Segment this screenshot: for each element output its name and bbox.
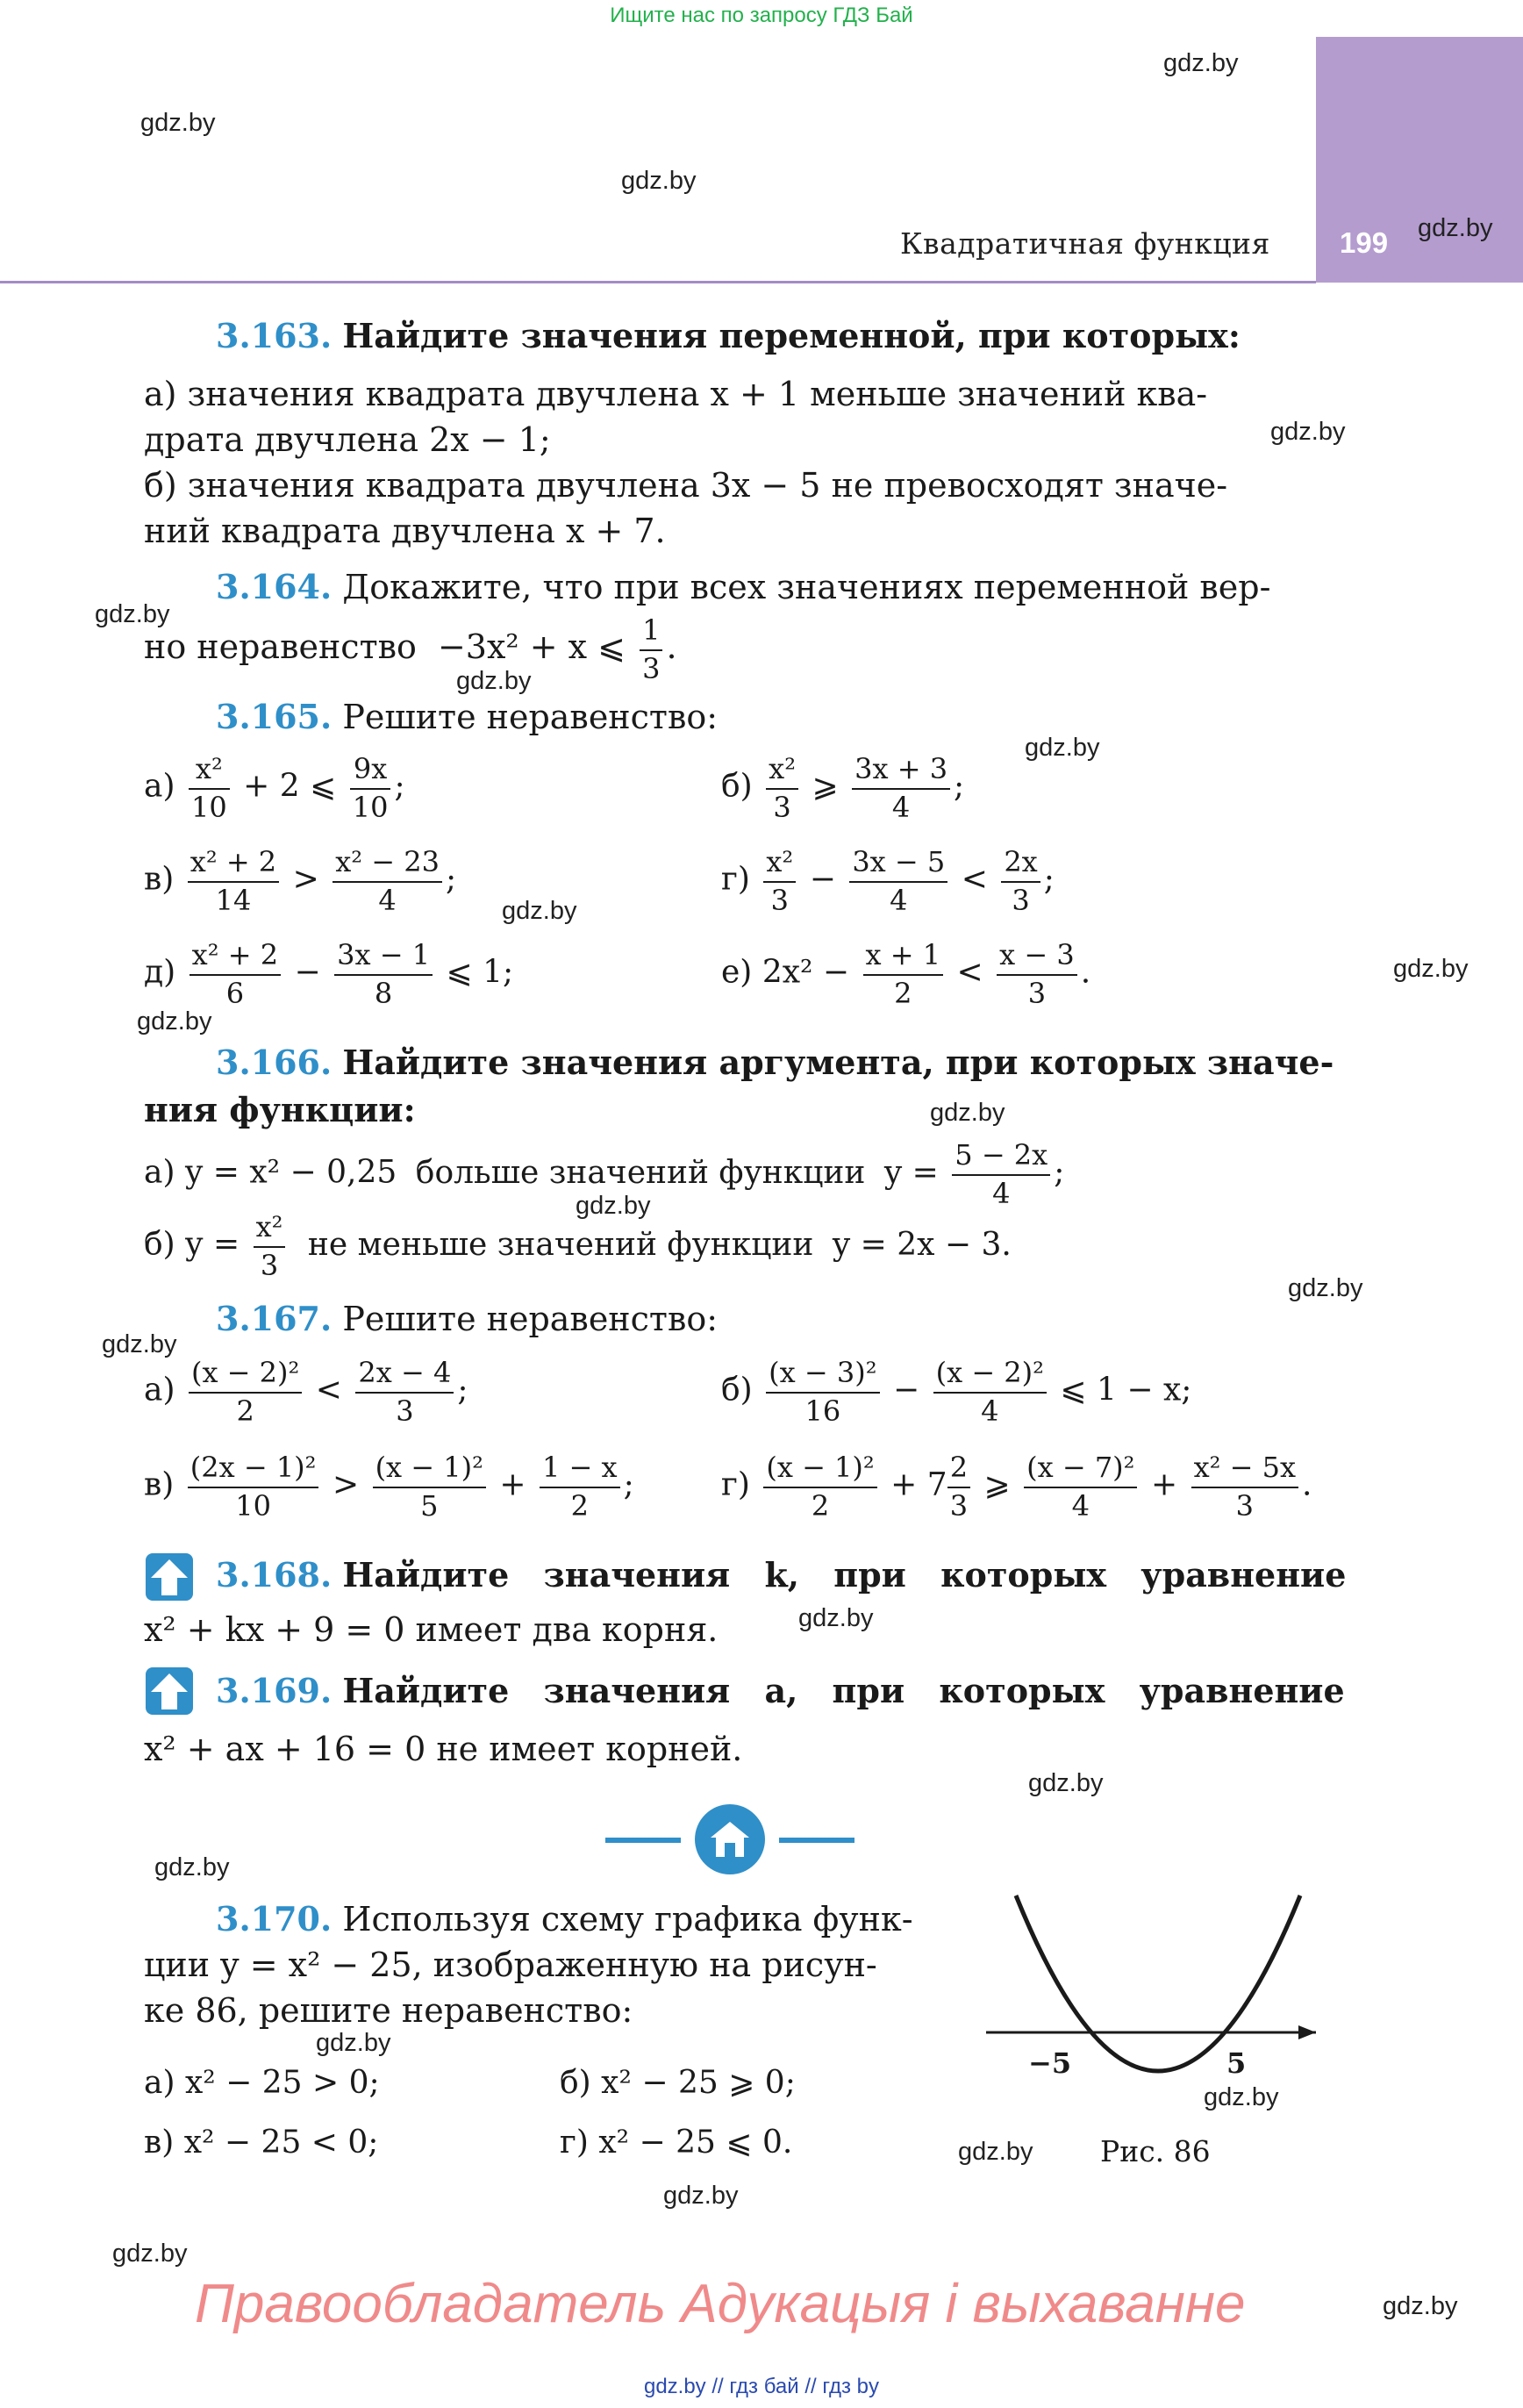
fraction — [334, 937, 433, 1012]
fraction — [852, 751, 950, 826]
parabola-figure — [974, 1887, 1342, 2132]
watermark: gdz.by — [576, 1192, 651, 1220]
problem-3-167-title — [216, 1299, 719, 1338]
problem-3-170-a: а) x² − 25 > 0; — [144, 2065, 380, 2101]
text: а) значения квадрата двучлена — [144, 375, 711, 413]
running-title: Квадратичная функция — [900, 226, 1270, 261]
problem-number: 3.163. — [216, 316, 332, 355]
problem-text: Найдите значения a, при которых уравнение — [342, 1671, 1345, 1710]
watermark: gdz.by — [798, 1604, 874, 1632]
denominator: 3 — [642, 651, 661, 685]
item-label: е) — [721, 954, 753, 991]
problem-number: 3.170. — [216, 1899, 332, 1939]
fraction — [766, 1355, 879, 1430]
operator: > — [292, 861, 319, 898]
watermark: gdz.by — [1163, 49, 1239, 77]
text: . — [666, 627, 677, 667]
fraction — [540, 1450, 620, 1524]
text: ; — [457, 1372, 468, 1408]
fraction — [952, 1137, 1050, 1212]
text: ⩽ 1 − x; — [1060, 1372, 1192, 1408]
item-label: в) — [144, 1466, 175, 1503]
watermark: gdz.by — [1270, 418, 1346, 446]
text: ; — [394, 768, 405, 805]
numerator: x² − 5x — [1191, 1450, 1298, 1488]
text: x + 1 — [710, 375, 800, 413]
numerator: x² + 2 — [188, 844, 279, 883]
fraction — [640, 613, 662, 687]
fraction — [355, 1355, 454, 1430]
operator: < — [956, 954, 983, 991]
footer: gdz.by // гдз бай // гдз by — [643, 2375, 880, 2398]
watermark: gdz.by — [663, 2182, 739, 2210]
fraction — [188, 1450, 319, 1524]
numerator: 2 — [947, 1450, 970, 1488]
problem-text: Найдите значения аргумента, при которых значе- — [342, 1043, 1334, 1082]
problem-text: Найдите значения k, при которых уравнение — [342, 1555, 1347, 1595]
problem-3-165-e — [721, 937, 1090, 1012]
watermark: gdz.by — [1204, 2083, 1279, 2111]
fraction — [766, 751, 798, 826]
fraction — [189, 1355, 302, 1430]
expr: −3x² + x ⩽ — [437, 627, 626, 667]
item-label: г) — [721, 1466, 750, 1503]
problem-3-167-v — [144, 1450, 634, 1524]
problem-3-168-line1 — [216, 1555, 1347, 1595]
problem-3-163-a-line2: драта двучлена 2x − 1; — [144, 420, 551, 459]
house-icon — [695, 1804, 765, 1874]
problem-3-165-b — [721, 751, 964, 826]
denominator: 5 — [420, 1488, 439, 1523]
problem-3-165-a — [144, 751, 405, 826]
denominator: 3 — [1235, 1488, 1254, 1523]
numerator: 3x − 1 — [334, 937, 433, 976]
fraction — [1024, 1450, 1137, 1524]
item-label: а) — [144, 768, 175, 805]
text: ; — [623, 1466, 634, 1503]
denominator: 2 — [894, 976, 912, 1010]
watermark: gdz.by — [958, 2138, 1033, 2166]
fraction — [849, 844, 947, 919]
numerator: (x − 1)² — [763, 1450, 876, 1488]
problem-number: 3.166. — [216, 1043, 332, 1082]
denominator: 3 — [1012, 883, 1030, 917]
watermark: gdz.by — [1288, 1274, 1363, 1302]
problem-3-166-b — [144, 1209, 1012, 1284]
text: ; — [1043, 861, 1055, 898]
problem-3-170-v: в) x² − 25 < 0; — [144, 2125, 379, 2161]
denominator: 4 — [992, 1176, 1011, 1210]
fraction — [189, 937, 281, 1012]
operator: − — [294, 954, 321, 991]
problem-3-170-line3: ке 86, решите неравенство: — [144, 1991, 633, 2030]
fraction — [763, 1450, 876, 1524]
operator: ⩾ — [812, 768, 839, 805]
denominator: 16 — [804, 1394, 841, 1428]
numerator: x + 1 — [863, 937, 944, 976]
denominator: 2 — [236, 1394, 254, 1428]
item-label: б) — [144, 1226, 175, 1263]
operator: + 7 — [890, 1466, 947, 1503]
top-banner: Ищите нас по запросу ГДЗ Бай — [610, 4, 913, 27]
watermark: gdz.by — [502, 897, 577, 925]
numerator: 2x — [1001, 844, 1040, 883]
text: больше значений функции — [415, 1154, 866, 1191]
denominator: 4 — [378, 883, 397, 917]
denominator: 3 — [1027, 976, 1047, 1010]
watermark: gdz.by — [621, 167, 697, 195]
operator: < — [315, 1372, 342, 1408]
numerator: (x − 2)² — [933, 1355, 1047, 1394]
operator: + — [1150, 1466, 1178, 1503]
fraction — [863, 937, 944, 1012]
problem-number: 3.168. — [216, 1555, 332, 1595]
expr: y = 2x − 3. — [832, 1226, 1012, 1263]
denominator: 3 — [260, 1248, 279, 1282]
text: ; — [1054, 1154, 1065, 1191]
denominator: 4 — [890, 883, 908, 917]
watermark: gdz.by — [1028, 1769, 1104, 1797]
denominator: 2 — [570, 1488, 589, 1523]
header-rule — [0, 281, 1316, 283]
denominator: 14 — [215, 883, 252, 917]
watermark: gdz.by — [102, 1330, 177, 1358]
homework-divider-right — [779, 1838, 854, 1843]
problem-3-167-a — [144, 1355, 468, 1430]
denominator: 4 — [891, 790, 911, 824]
right-root-label: 5 — [1226, 2046, 1247, 2080]
problem-3-167-b — [721, 1355, 1191, 1430]
problem-text: Решите неравенство: — [342, 1300, 719, 1338]
operator: − — [892, 1372, 920, 1408]
problem-3-164-line2 — [144, 613, 677, 687]
numerator: x² — [189, 751, 230, 790]
fraction — [350, 751, 391, 826]
copyright-notice: Правообладатель Адукацыя і выхаванне — [195, 2274, 1246, 2334]
parabola-curve — [1016, 1896, 1300, 2071]
fraction — [1191, 1450, 1298, 1524]
problem-3-166-line2: ния функции: — [144, 1090, 416, 1129]
item-label: г) — [721, 861, 750, 898]
difficulty-arrow-icon — [144, 1552, 195, 1602]
denominator: 6 — [225, 976, 245, 1010]
problem-3-165-g — [721, 844, 1055, 919]
numerator: 1 − x — [540, 1450, 620, 1488]
numerator: x² — [254, 1209, 286, 1248]
fraction — [254, 1209, 286, 1284]
problem-number: 3.164. — [216, 567, 332, 606]
watermark: gdz.by — [456, 667, 532, 695]
fraction — [947, 1450, 970, 1524]
problem-text: Решите неравенство: — [342, 698, 719, 736]
problem-3-170-line1 — [216, 1899, 913, 1939]
homework-icon — [695, 1804, 765, 1874]
operator: + — [499, 1466, 526, 1503]
text: . — [1302, 1466, 1312, 1503]
left-root-label: −5 — [1028, 2046, 1072, 2080]
problem-3-163-title — [216, 316, 1241, 355]
problem-3-163-b-line1: б) значения квадрата двучлена 3x − 5 не превосходят значе- — [144, 466, 1228, 505]
text: ; — [954, 768, 965, 805]
expr: y = — [185, 1226, 240, 1263]
fraction — [763, 844, 796, 919]
operator: ⩾ — [983, 1466, 1011, 1503]
text: . — [1080, 954, 1091, 991]
watermark: gdz.by — [316, 2029, 391, 2057]
fraction — [373, 1450, 486, 1524]
problem-3-170-g: г) x² − 25 ⩽ 0. — [560, 2125, 793, 2161]
numerator: 9x — [350, 751, 391, 790]
operator: > — [332, 1466, 360, 1503]
watermark: gdz.by — [112, 2240, 188, 2268]
numerator: (x − 2)² — [189, 1355, 302, 1394]
difficulty-arrow-icon — [144, 1666, 195, 1716]
problem-3-166-a — [144, 1137, 1064, 1212]
expr: y = — [883, 1154, 939, 1191]
fraction — [332, 844, 442, 919]
item-label: а) — [144, 1372, 175, 1408]
numerator: (x − 1)² — [373, 1450, 486, 1488]
operator: + 2 ⩽ — [243, 768, 337, 805]
item-label: б) — [721, 1372, 753, 1408]
denominator: 10 — [352, 790, 389, 824]
watermark: gdz.by — [1025, 734, 1100, 762]
problem-3-167-g — [721, 1450, 1312, 1524]
numerator: 5 − 2x — [952, 1137, 1050, 1176]
problem-3-166-line1 — [216, 1043, 1334, 1082]
item-label: д) — [144, 954, 176, 991]
numerator: (x − 7)² — [1024, 1450, 1137, 1488]
text: но неравенство — [144, 627, 417, 667]
homework-divider-left — [605, 1838, 681, 1843]
watermark: gdz.by — [140, 109, 216, 137]
problem-3-163-a-line1 — [144, 377, 1207, 411]
watermark: gdz.by — [1393, 955, 1469, 983]
watermark: gdz.by — [154, 1853, 230, 1881]
item-label: в) — [144, 861, 175, 898]
numerator: x² — [763, 844, 796, 883]
problem-text: Докажите, что при всех значениях переменной вер- — [342, 568, 1271, 606]
figure-caption: Рис. 86 — [1100, 2134, 1211, 2168]
numerator: 3x + 3 — [852, 751, 950, 790]
text: меньше значений ква- — [799, 375, 1208, 413]
fraction — [1001, 844, 1040, 919]
numerator: x − 3 — [997, 937, 1077, 976]
x-axis-arrow — [1298, 2025, 1316, 2039]
watermark: gdz.by — [930, 1099, 1005, 1127]
problem-3-170-b: б) x² − 25 ⩾ 0; — [560, 2065, 796, 2101]
problem-3-165-v — [144, 844, 456, 919]
problem-number: 3.167. — [216, 1299, 332, 1338]
watermark: gdz.by — [137, 1007, 212, 1036]
fraction — [188, 844, 279, 919]
denominator: 10 — [235, 1488, 271, 1523]
expr: 2x² − — [762, 954, 850, 991]
numerator: 1 — [640, 613, 662, 651]
problem-3-164-line1 — [216, 567, 1271, 606]
problem-3-165-title — [216, 697, 719, 736]
item-label: а) — [144, 1154, 175, 1191]
denominator: 3 — [949, 1488, 969, 1523]
numerator: x² — [766, 751, 798, 790]
problem-text: Используя схему графика функ- — [342, 1900, 913, 1939]
denominator: 3 — [396, 1394, 414, 1428]
operator: < — [961, 861, 988, 898]
problem-3-169-line2: x² + ax + 16 = 0 не имеет корней. — [144, 1730, 743, 1768]
watermark: gdz.by — [1418, 214, 1493, 242]
watermark: gdz.by — [1383, 2292, 1458, 2320]
denominator: 4 — [1071, 1488, 1090, 1523]
denominator: 2 — [811, 1488, 830, 1523]
fraction — [997, 937, 1077, 1012]
problem-text: Найдите значения переменной, при которых: — [342, 316, 1241, 355]
denominator: 3 — [770, 883, 789, 917]
text: ⩽ 1; — [446, 954, 514, 991]
numerator: (x − 3)² — [766, 1355, 879, 1394]
numerator: x² − 23 — [332, 844, 442, 883]
page-number: 199 — [1340, 226, 1389, 259]
expr: y = x² − 0,25 — [184, 1154, 397, 1191]
denominator: 8 — [374, 976, 393, 1010]
denominator: 4 — [981, 1394, 999, 1428]
numerator: 2x − 4 — [355, 1355, 454, 1394]
problem-3-170-line2: ции y = x² − 25, изображенную на рисун- — [144, 1946, 877, 1984]
denominator: 3 — [773, 790, 791, 824]
problem-3-169-line1 — [216, 1671, 1345, 1710]
problem-3-163-b-line2: ний квадрата двучлена x + 7. — [144, 512, 666, 550]
problem-3-165-d — [144, 937, 513, 1012]
problem-3-168-line2: x² + kx + 9 = 0 имеет два корня. — [144, 1610, 719, 1649]
numerator: 3x − 5 — [849, 844, 947, 883]
watermark: gdz.by — [95, 600, 170, 628]
problem-number: 3.165. — [216, 697, 332, 736]
operator: − — [809, 861, 836, 898]
item-label: б) — [721, 768, 753, 805]
numerator: (2x − 1)² — [188, 1450, 319, 1488]
fraction — [933, 1355, 1047, 1430]
text: не меньше значений функции — [307, 1226, 814, 1263]
problem-number: 3.169. — [216, 1671, 332, 1710]
denominator: 10 — [190, 790, 227, 824]
numerator: x² + 2 — [189, 937, 281, 976]
text: ; — [445, 861, 457, 898]
fraction — [189, 751, 230, 826]
